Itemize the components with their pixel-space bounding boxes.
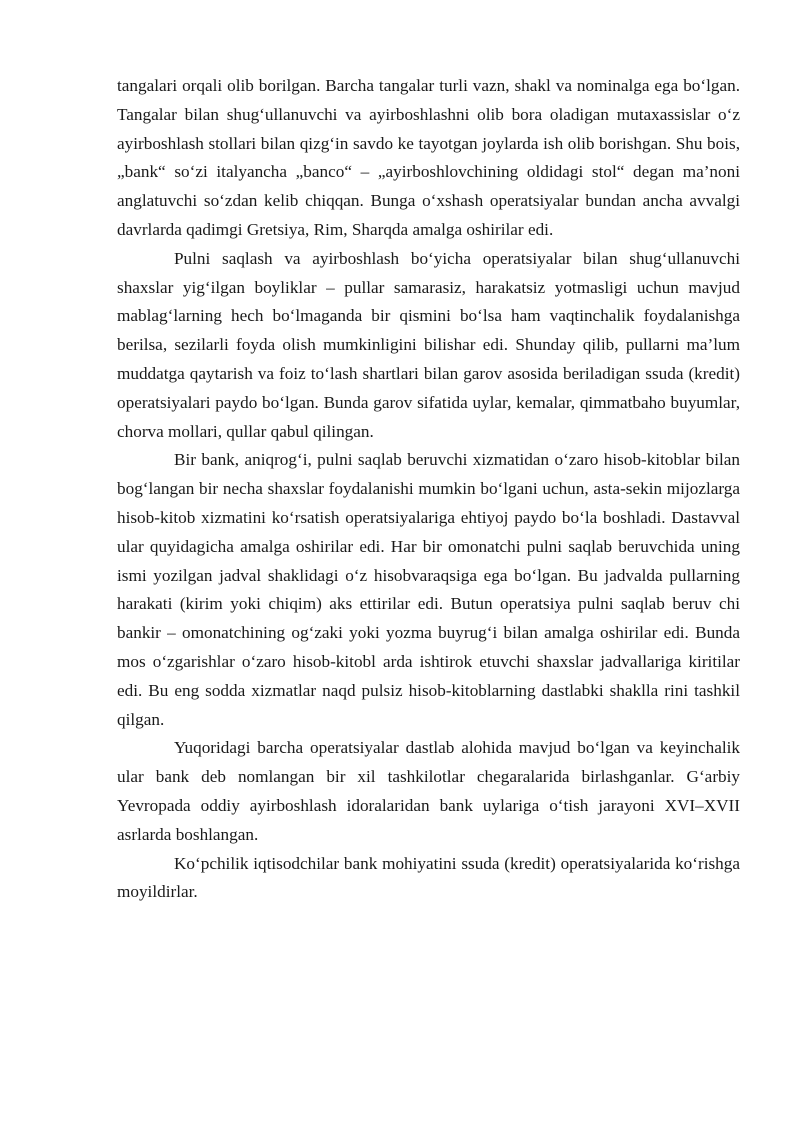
paragraph-settlement-services: Bir bank, aniqrog‘i, pulni saqlab beruvchi xizmatidan o‘zaro hisob-kitoblar bilan bog‘langan bir necha shaxslar foydalanishi mumkin bo‘lgani uchun, asta-sekin mijozlarga hisob-kitob xizmatini ko‘rsatish operatsiyalariga ehtiyoj paydo bo‘la boshladi. Dastavval ular quyidagicha amalga oshirilar edi. Har bir omonatchi pulni saqlab beruvchida uning ismi yozilgan jadval shaklidagi o‘z hisobvaraqsiga ega bo‘lgan. Bu jadvalda pullarning harakati (kirim yoki chiqim) aks ettirilar edi. Butun operatsiya pulni saqlab beruv chi bankir – omonatchining og‘zaki yoki yozma buyrug‘i bilan amalga oshirilar edi. Bunda mos o‘zgarishlar o‘zaro hisob-kitobl arda ishtirok etuvchi shaxslar jadvallariga kiritilar edi. Bu eng sodda xizmatlar naqd pulsiz hisob-kitoblarning dastlabki shaklla rini tashkil qilgan. (117, 450, 740, 729)
paragraph-money-storage: Pulni saqlash va ayirboshlash bo‘yicha operatsiyalar bilan shug‘ullanuvchi shaxslar yig‘ilgan boyliklar – pullar samarasiz, harakatsiz yotmasligi uchun mavjud mablag‘larning hech bo‘lmaganda bir qismini bo‘lsa ham vaqtinchalik foydalanishga berilsa, sezilarli foyda olish mumkinligini bilishar edi. Shunday qilib, pullarni ma’lum muddatga qaytarish va foiz to‘lash shartlari bilan garov asosida beriladigan ssuda (kredit) operatsiyalari paydo bo‘lgan. Bunda garov sifatida uylar, kemalar, qimmatbaho buyumlar, chorva mollari, qullar qabul qilingan. (117, 248, 740, 441)
paragraph-bank-houses: Yuqoridagi barcha operatsiyalar dastlab alohida mavjud bo‘lgan va keyinchalik ular bank deb nomlangan bir xil tashkilotlar chegaralarida birlashganlar. G‘arbiy Yevropada oddiy ayirboshlash idoralaridan bank uylariga o‘tish jarayoni XVI–XVII asrlarda boshlangan. (117, 738, 740, 844)
document-page (117, 72, 740, 907)
paragraph-economists: Ko‘pchilik iqtisodchilar bank mohiyatini ssuda (kredit) operatsiyalarida ko‘rishga moyildirlar. (117, 853, 740, 902)
paragraph-continuation: tangalari orqali olib borilgan. Barcha tangalar turli vazn, shakl va nominalga ega bo‘lgan. Tangalar bilan shug‘ullanuvchi va ayirboshlashni olib bora oladigan mutaxassislar o‘z ayirboshlash stollari bilan qizg‘in savdo ke tayotgan joylarda ish olib borishgan. Shu bois, „bank“ so‘zi italyancha „banco“ – „ayirboshlovchining oldidagi stol“ degan ma’noni anglatuvchi so‘zdan kelib chiqqan. Bunga o‘xshash operatsiyalar bundan ancha avvalgi davrlarda qadimgi Gretsiya, Rim, Sharqda amalga oshirilar edi. (117, 76, 740, 239)
